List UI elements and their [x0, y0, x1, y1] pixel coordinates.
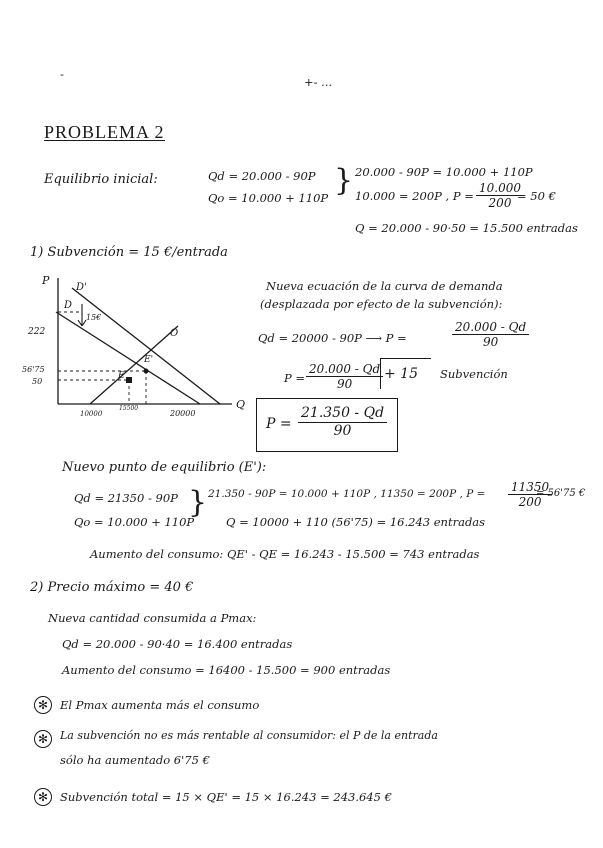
- y-tick-56-75: 56'75: [22, 365, 45, 374]
- note-1: El Pmax aumenta más el consumo: [60, 698, 260, 712]
- final-demand-fraction: [298, 405, 387, 440]
- initial-step-2a: 10.000 = 200P , P =: [355, 189, 474, 203]
- initial-step-2b: = 50 €: [517, 189, 556, 203]
- initial-brace: }: [334, 163, 354, 198]
- fraction-denominator: 90: [482, 335, 499, 349]
- new-solve-result: = 56'75 €: [536, 488, 586, 499]
- subsidy-graph-label: 15€: [86, 313, 102, 322]
- initial-demand-equation: Qd = 20.000 - 90P: [208, 169, 316, 183]
- fraction-denominator: 90: [336, 377, 353, 391]
- demand-shifted-curve: [72, 288, 220, 404]
- shifted-demand-left: P =: [284, 371, 306, 385]
- stray-mark-left: -: [60, 67, 64, 81]
- supply-label: O: [170, 328, 179, 339]
- section1-note-line1: Nueva ecuación de la curva de demanda: [266, 279, 503, 293]
- new-solve-step-1: 21.350 - 90P = 10.000 + 110P , 11350 = 200P , P =: [208, 488, 486, 500]
- page-title: PROBLEMA 2: [44, 122, 165, 142]
- inverse-demand-fraction: [452, 320, 529, 349]
- subsidy-tag: Subvención: [440, 367, 508, 381]
- section2-line1: Nueva cantidad consumida a Pmax:: [48, 611, 257, 625]
- fraction-denominator: 200: [488, 196, 512, 210]
- new-equilibrium-label: Nuevo punto de equilibrio (E'):: [62, 460, 267, 475]
- fraction-numerator: 11350: [508, 480, 552, 495]
- x-tick-15500: 15500: [119, 405, 139, 412]
- x-tick-10000: 10000: [80, 410, 103, 418]
- inverse-demand-left: Qd = 20000 - 90P ⟶ P =: [258, 331, 407, 345]
- supply-curve: [90, 326, 178, 404]
- y-tick-222: 222: [28, 327, 46, 337]
- initial-supply-equation: Qo = 10.000 + 110P: [208, 191, 329, 205]
- supply-demand-graph: [20, 268, 260, 428]
- section1-note-line2: (desplazada por efecto de la subvención):: [260, 297, 503, 311]
- stray-mark-center: +- ...: [304, 75, 333, 89]
- x-tick-20000: 20000: [170, 409, 196, 418]
- asterisk-icon: ✻: [34, 788, 52, 806]
- section2-heading: 2) Precio máximo = 40 €: [30, 580, 194, 595]
- new-equilibrium-brace: }: [188, 485, 208, 520]
- y-axis-label: P: [42, 274, 50, 287]
- x-axis-label: Q: [236, 398, 246, 411]
- initial-equilibrium-label: Equilibrio inicial:: [44, 172, 158, 187]
- equilibrium-point-e-new: [144, 369, 149, 374]
- demand-curve: [56, 312, 200, 404]
- demand-label: D: [64, 300, 73, 311]
- demand-shifted-label: D': [76, 282, 87, 293]
- asterisk-icon: ✻: [34, 696, 52, 714]
- final-demand-left: P =: [266, 416, 292, 432]
- y-tick-50: 50: [32, 377, 43, 386]
- eq-new-label: E': [144, 355, 154, 365]
- note-2-line2: sólo ha aumentado 6'75 €: [60, 753, 210, 767]
- initial-step-3: Q = 20.000 - 90·50 = 15.500 entradas: [355, 221, 578, 235]
- consumption-increase-1: Aumento del consumo: QE' - QE = 16.243 - 15.500 = 743 entradas: [90, 547, 480, 561]
- new-demand-equation: Qd = 21350 - 90P: [74, 491, 178, 505]
- plus-15: + 15: [384, 366, 418, 382]
- section2-line3: Aumento del consumo = 16400 - 15.500 = 900 entradas: [62, 663, 391, 677]
- initial-step-1: 20.000 - 90P = 10.000 + 110P: [355, 165, 533, 179]
- note-2-line1: La subvención no es más rentable al consumidor: el P de la entrada: [60, 729, 438, 742]
- equilibrium-point-e: [126, 377, 132, 383]
- fraction-numerator: 10.000: [476, 181, 524, 196]
- fraction-denominator: 90: [333, 423, 352, 439]
- note-3: Subvención total = 15 × QE' = 15 × 16.243 = 243.645 €: [60, 790, 392, 804]
- fraction-denominator: 200: [518, 495, 542, 509]
- shifted-demand-fraction: [306, 362, 383, 391]
- new-supply-equation: Qo = 10.000 + 110P: [74, 515, 195, 529]
- new-solve-step-2: Q = 10000 + 110 (56'75) = 16.243 entradas: [226, 515, 486, 529]
- fraction-numerator: 20.000 - Qd: [452, 320, 529, 335]
- section2-line2: Qd = 20.000 - 90·40 = 16.400 entradas: [62, 637, 293, 651]
- fraction-numerator: 21.350 - Qd: [298, 405, 387, 423]
- section1-heading: 1) Subvención = 15 €/entrada: [30, 245, 228, 260]
- subsidy-arrow-head-l: [78, 320, 82, 326]
- asterisk-icon: ✻: [34, 730, 52, 748]
- eq-label: E: [118, 371, 125, 381]
- fraction-numerator: 20.000 - Qd: [306, 362, 383, 377]
